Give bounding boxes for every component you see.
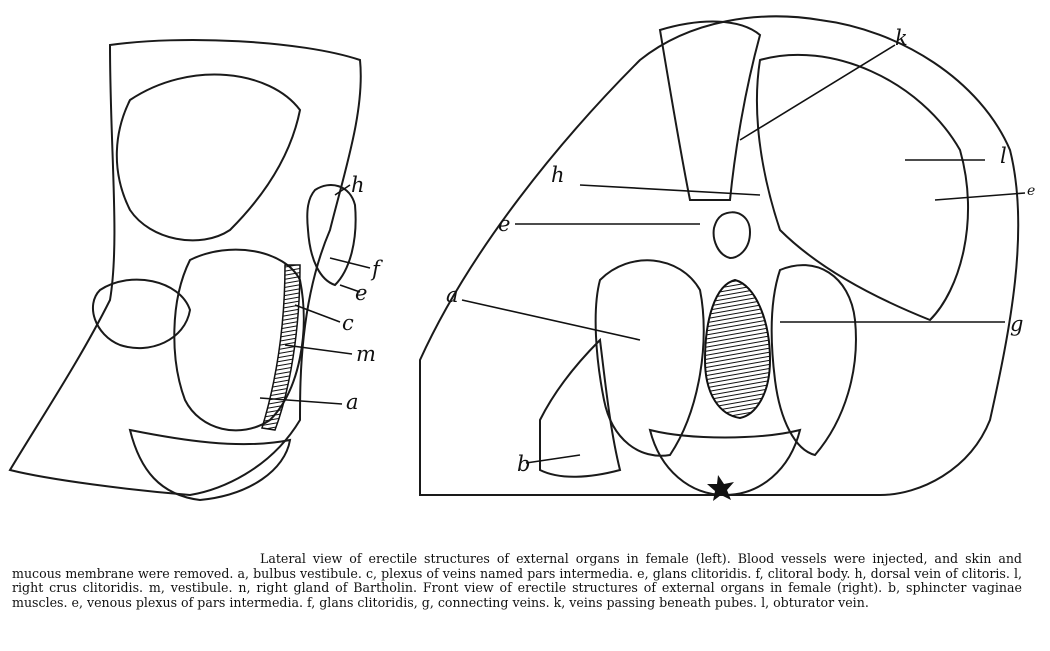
left-inner-curve: [117, 75, 300, 241]
label-k-right: k: [895, 26, 908, 50]
label-a-left: a: [346, 390, 359, 414]
label-l-right: l: [1000, 144, 1007, 168]
right-sphincter-band: [540, 340, 620, 477]
label-g-right: g: [1010, 312, 1024, 336]
label-e-right-left: e: [498, 212, 511, 236]
label-e-left: e: [355, 281, 368, 305]
right-outer-tissue: [420, 16, 1018, 495]
left-illustration: [10, 40, 361, 500]
label-e-right-right: e: [1027, 183, 1036, 199]
figure-caption: Lateral view of erectile structures of external organs in female (left). Blood vessels were injected, and skin and mucous membrane were removed. a, bulbus vestibule. c, plexus of veins named pars intermedia. e, glans clitoridis. f, clitoral body. h, dorsal vein of clitoris. l, right crus clitoridis. m, vestibule. n, right gland of Bartholin. Front view of erectile structures of external organs in female (right). b, sphincter vaginae muscles. e, venous plexus of pars intermedia. f, glans clitoridis, g, connecting veins. k, veins passing beneath pubes. l, obturator vein.: [12, 551, 1022, 610]
right-illustration: [420, 16, 1018, 501]
right-vein-plexus: [757, 55, 968, 320]
label-f-left: f: [372, 257, 380, 281]
right-pubic-arch: [660, 22, 760, 200]
label-m-left: m: [356, 342, 376, 366]
right-bulb-right: [772, 265, 856, 455]
label-b-right: b: [517, 452, 531, 476]
left-dark-band: [262, 265, 300, 430]
label-c-left: c: [342, 311, 354, 335]
label-h-right: h: [551, 163, 565, 187]
left-glans: [307, 185, 355, 285]
left-labels: [342, 173, 383, 414]
left-outer-tissue: [10, 40, 361, 495]
label-a-right: a: [446, 283, 459, 307]
right-vaginal-opening: [705, 280, 770, 418]
label-h-left: h: [351, 173, 365, 197]
right-glans: [714, 212, 750, 258]
right-anus-star: [707, 475, 734, 501]
